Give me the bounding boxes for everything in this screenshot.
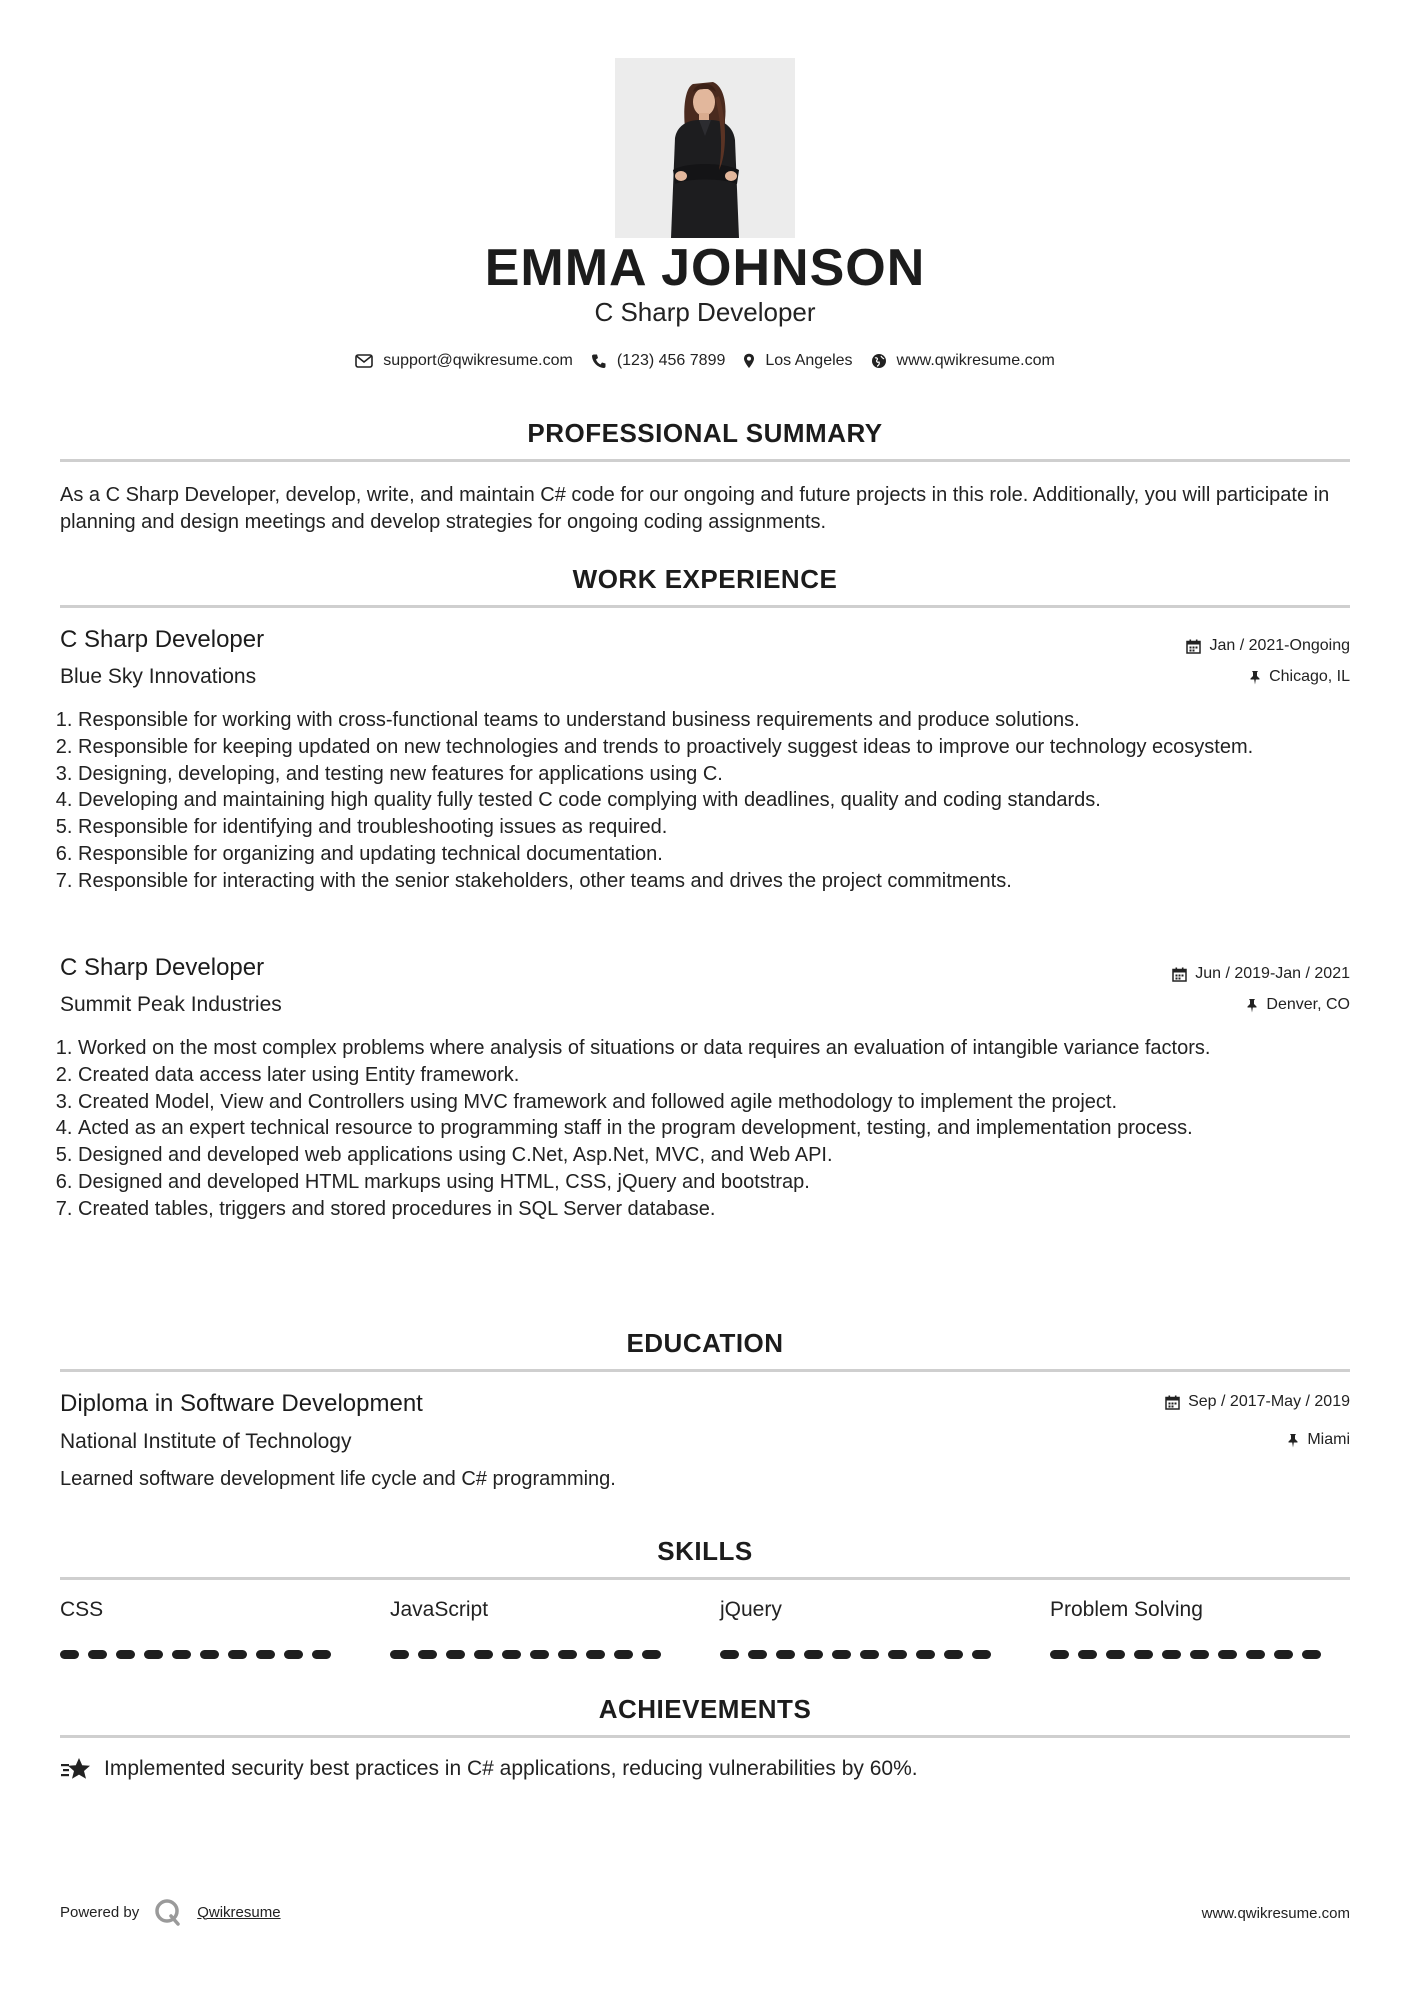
skill-dot [502,1650,521,1659]
calendar-icon [1186,639,1201,654]
skill-dot [172,1650,191,1659]
contact-phone[interactable] [591,352,726,370]
skill-rating [60,1650,350,1659]
education-school: National Institute of Technology [60,1430,352,1453]
skill-dot [1274,1650,1293,1659]
star-icon [60,1756,92,1782]
contact-phone-text: (123) 456 7899 [616,352,726,369]
list-item: 3. Designing, developing, and testing new features for applications using C. [78,761,1368,788]
list-item: 5. Designed and developed web applications using C.Net, Asp.Net, MVC, and Web API. [78,1142,1368,1169]
skill-item [720,1598,1010,1659]
skill-dot [390,1650,409,1659]
education-degree: Diploma in Software Development [60,1390,423,1417]
candidate-title: C Sharp Developer [594,297,816,327]
achievements-heading: ACHIEVEMENTS [598,1694,812,1724]
pushpin-icon [1246,998,1258,1013]
skill-dot [88,1650,107,1659]
list-item: 6. Responsible for organizing and updating technical documentation. [78,841,1368,868]
education-location [1287,1431,1350,1449]
list-item: 4. Developing and maintaining high quality fully tested C code complying with deadlines, quality and coding standards. [78,787,1368,814]
education-divider [60,1369,1350,1372]
footer-powered-by [60,1897,281,1927]
list-item: 4. Acted as an expert technical resource to programming staff in the program development, testing, and implementation process. [78,1115,1368,1142]
skill-name: JavaScript [390,1598,489,1621]
skill-dot [972,1650,991,1659]
calendar-icon [1165,1395,1180,1410]
skills-divider [60,1577,1350,1580]
phone-icon [591,353,607,369]
job-company: Blue Sky Innovations [60,665,257,688]
skill-dot [804,1650,823,1659]
job-responsibilities [60,707,1368,895]
footer-website[interactable]: www.qwikresume.com [1201,1905,1350,1922]
qwikresume-logo-icon [153,1897,183,1927]
skill-item [390,1598,680,1659]
skill-dot [944,1650,963,1659]
skill-dot [1190,1650,1209,1659]
list-item: 5. Responsible for identifying and troubleshooting issues as required. [78,814,1368,841]
skill-dot [200,1650,219,1659]
skill-dot [1302,1650,1321,1659]
pushpin-icon [1249,670,1261,685]
job-location [1249,668,1350,686]
contact-row [60,352,1350,370]
contact-location-text: Los Angeles [765,352,853,369]
skill-dot [446,1650,465,1659]
achievement-text: Implemented security best practices in C# applications, reducing vulnerabilities by 60%. [104,1757,918,1780]
skill-rating [1050,1650,1340,1659]
skill-dot [116,1650,135,1659]
skill-item [1050,1598,1340,1659]
list-item: 2. Created data access later using Entity framework. [78,1062,1368,1089]
job-location-text: Chicago, IL [1269,668,1350,685]
contact-email[interactable] [355,352,573,370]
skill-dot [1078,1650,1097,1659]
summary-divider [60,459,1350,462]
pushpin-icon [1287,1433,1299,1448]
education-description: Learned software development life cycle and C# programming. [60,1468,616,1490]
education-dates [1165,1393,1350,1411]
skill-dot [418,1650,437,1659]
summary-heading: PROFESSIONAL SUMMARY [527,418,883,448]
experience-divider [60,605,1350,608]
skill-dot [1050,1650,1069,1659]
list-item: 7. Responsible for interacting with the senior stakeholders, other teams and drives the project commitments. [78,868,1368,895]
job-dates-text: Jan / 2021-Ongoing [1209,637,1350,654]
skill-dot [144,1650,163,1659]
skill-item [60,1598,350,1659]
job-company: Summit Peak Industries [60,993,282,1016]
skill-dot [530,1650,549,1659]
candidate-name: EMMA JOHNSON [484,239,926,297]
skill-dot [228,1650,247,1659]
skill-dot [832,1650,851,1659]
skills-heading: SKILLS [657,1536,753,1566]
skill-rating [390,1650,680,1659]
education-location-text: Miami [1307,1431,1350,1448]
skill-dot [1106,1650,1125,1659]
skill-dot [748,1650,767,1659]
skill-dot [312,1650,331,1659]
skill-dot [642,1650,661,1659]
job-location-text: Denver, CO [1266,996,1350,1013]
list-item: 3. Created Model, View and Controllers using MVC framework and followed agile methodology to implement the project. [78,1089,1368,1116]
skills-list [60,1598,1350,1659]
skill-dot [284,1650,303,1659]
contact-email-text: support@qwikresume.com [383,352,573,369]
powered-by-label: Powered by [60,1903,140,1921]
job-location [1246,996,1350,1014]
list-item: 1. Worked on the most complex problems where analysis of situations or data requires an evaluation of intangible variance factors. [78,1035,1368,1062]
map-pin-icon [743,353,755,369]
skill-name: Problem Solving [1050,1598,1203,1621]
globe-icon [871,353,887,369]
contact-website-text: www.qwikresume.com [896,352,1055,369]
contact-location [743,352,852,370]
skill-dot [1134,1650,1153,1659]
skill-dot [776,1650,795,1659]
skill-name: CSS [60,1598,104,1621]
job-dates [1186,637,1350,655]
brand-link[interactable]: Qwikresume [197,1903,281,1921]
skill-dot [888,1650,907,1659]
achievement-item [60,1756,918,1782]
skill-dot [720,1650,739,1659]
education-heading: EDUCATION [626,1328,784,1358]
job-dates-text: Jun / 2019-Jan / 2021 [1195,965,1350,982]
skill-dot [860,1650,879,1659]
list-item: 1. Responsible for working with cross-functional teams to understand business requirements and produce solutions. [78,707,1368,734]
skill-rating [720,1650,1010,1659]
job-title: C Sharp Developer [60,954,265,981]
person-illustration [615,58,795,238]
calendar-icon [1172,967,1187,982]
achievements-divider [60,1735,1350,1738]
list-item: 6. Designed and developed HTML markups using HTML, CSS, jQuery and bootstrap. [78,1169,1368,1196]
skill-dot [1218,1650,1237,1659]
contact-website[interactable] [871,352,1055,370]
envelope-icon [355,354,373,368]
skill-dot [558,1650,577,1659]
experience-heading: WORK EXPERIENCE [572,564,838,594]
profile-photo [615,58,795,238]
skill-dot [614,1650,633,1659]
job-title: C Sharp Developer [60,626,265,653]
job-dates [1172,965,1350,983]
skill-dot [256,1650,275,1659]
skill-dot [1162,1650,1181,1659]
skill-dot [474,1650,493,1659]
skill-dot [60,1650,79,1659]
list-item: 7. Created tables, triggers and stored procedures in SQL Server database. [78,1196,1368,1223]
skill-dot [916,1650,935,1659]
skill-dot [1246,1650,1265,1659]
skill-dot [586,1650,605,1659]
education-dates-text: Sep / 2017-May / 2019 [1188,1393,1350,1410]
skill-name: jQuery [720,1598,782,1621]
job-responsibilities [60,1035,1368,1223]
list-item: 2. Responsible for keeping updated on new technologies and trends to proactively suggest ideas to improve our technology ecosystem. [78,734,1368,761]
summary-text: As a C Sharp Developer, develop, write, and maintain C# code for our ongoing and future projects in this role. Additionally, you will participate in planning and design meetings and develop strategies for ongoing coding assignments. [60,484,1330,533]
